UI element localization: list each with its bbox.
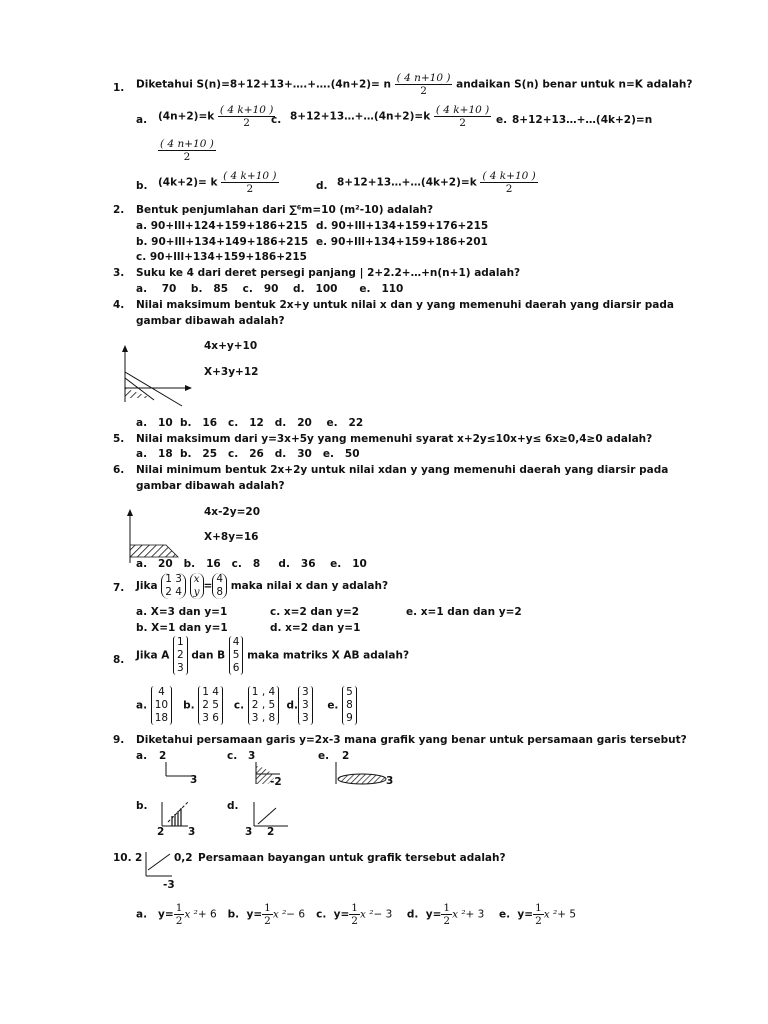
q9-b-left-label: 2 bbox=[157, 826, 165, 838]
q8-option-b-matrix: 1 4 2 5 3 6 bbox=[198, 686, 223, 725]
q1-stem-fraction: $\frac{( 4 n+10 )}{2}$ bbox=[396, 72, 451, 97]
q1-option-e-text: 8+12+13…+…(4k+2)=n bbox=[512, 114, 653, 126]
q2-option-d: d. 90+lll+134+159+176+215 bbox=[316, 220, 489, 232]
q9-d-right-label: 2 bbox=[267, 826, 275, 838]
q7-option-a: a. X=3 dan y=1 bbox=[136, 606, 228, 618]
q2-option-e: e. 90+lll+134+159+186+201 bbox=[316, 236, 488, 248]
q6-equation-2: X+8y=16 bbox=[204, 531, 259, 543]
q1-option-b: (4k+2)= k $\frac{( 4 k+10 )}{2}$ bbox=[158, 170, 277, 195]
q4-stem-line1: Nilai maksimum bentuk 2x+y untuk nilai x dan y yang memenuhi daerah yang diarsir pada bbox=[136, 299, 674, 311]
q9-option-e-label: e. bbox=[318, 750, 330, 762]
q9-number: 9. bbox=[113, 734, 125, 746]
q2-option-a: a. 90+lll+124+159+186+215 bbox=[136, 220, 308, 232]
q7-matrix-1: 1 3 2 4 bbox=[161, 573, 186, 599]
q8-option-c-matrix: 1 , 4 2 , 5 3 , 8 bbox=[248, 686, 279, 725]
q1-option-b-label: b. bbox=[136, 180, 148, 192]
q7-option-e: e. x=1 dan dan y=2 bbox=[406, 606, 522, 618]
q7-number: 7. bbox=[113, 582, 125, 594]
q9-b-right-label: 3 bbox=[188, 826, 196, 838]
q3-stem: Suku ke 4 dari deret persegi panjang | 2+2.2+…+n(n+1) adalah? bbox=[136, 267, 521, 279]
q9-d-left-label: 3 bbox=[245, 826, 253, 838]
q10-graph bbox=[140, 850, 174, 880]
q9-option-d-graph bbox=[250, 800, 290, 828]
q3-options: a. 70 b. 85 c. 90 d. 100 e. 110 bbox=[136, 283, 404, 295]
q6-number: 6. bbox=[113, 464, 125, 476]
q1-option-c-label: c. bbox=[271, 114, 282, 126]
q2-option-b: b. 90+lll+134+149+186+215 bbox=[136, 236, 309, 248]
q8-option-a-matrix: 4 10 18 bbox=[151, 686, 172, 725]
q6-options: a. 20 b. 16 c. 8 d. 36 e. 10 bbox=[136, 558, 367, 570]
q1-stem-text: Diketahui S(n)=8+12+13+….+….(4n+2)= n bbox=[136, 78, 391, 91]
q7-matrix-3: 4 8 bbox=[212, 573, 227, 599]
q9-e-right-label: 3 bbox=[386, 775, 394, 787]
q5-number: 5. bbox=[113, 433, 125, 445]
q7-stem: Jika 1 3 2 4 x y = 4 8 maka nilai x dan y adalah? bbox=[136, 573, 389, 598]
q8-matrix-B: 4 5 6 bbox=[229, 636, 244, 675]
q1-number: 1. bbox=[113, 82, 125, 94]
q8-options: a. 4 10 18 b. 1 4 2 5 3 6 c. 1 , 4 2 , 5 3 , 8 d. 3 3 3 e. 5 8 9 bbox=[136, 686, 357, 725]
q8-matrix-A: 1 2 3 bbox=[173, 636, 188, 675]
q5-stem: Nilai maksimum dari y=3x+5y yang memenuhi syarat x+2y≤10x+y≤ 6x≥0,4≥0 adalah? bbox=[136, 433, 653, 445]
q1-option-a: (4n+2)=k $\frac{( 4 k+10 )}{2}$ bbox=[158, 104, 274, 129]
q5-options: a. 18 b. 25 c. 26 d. 30 e. 50 bbox=[136, 448, 360, 460]
q9-c-right-label: -2 bbox=[270, 776, 282, 788]
q7-option-c: c. x=2 dan y=2 bbox=[270, 606, 360, 618]
q1-option-c: 8+12+13…+…(4n+2)=k $\frac{( 4 k+10 )}{2}$ bbox=[290, 104, 490, 129]
q7-option-d: d. x=2 dan y=1 bbox=[270, 622, 361, 634]
q8-option-e-matrix: 5 8 9 bbox=[342, 686, 357, 725]
q4-equation-1: 4x+y+10 bbox=[204, 340, 258, 352]
q1-option-e-fraction: $\frac{( 4 n+10 )}{2}$ bbox=[160, 138, 214, 163]
q8-stem: Jika A 1 2 3 dan B 4 5 6 maka matriks X AB adalah? bbox=[136, 636, 410, 674]
q4-equation-2: X+3y+12 bbox=[204, 366, 259, 378]
q9-e-top-label: 2 bbox=[342, 750, 350, 762]
q1-option-a-label: a. bbox=[136, 114, 148, 126]
q2-stem: Bentuk penjumlahan dari ∑⁶m=10 (m²-10) adalah? bbox=[136, 204, 434, 216]
q9-c-top-label: 3 bbox=[248, 750, 256, 762]
q10-number: 10. bbox=[113, 852, 132, 864]
q4-options: a. 10 b. 16 c. 12 d. 20 e. 22 bbox=[136, 417, 364, 429]
q1-option-d: 8+12+13…+…(4k+2)=k $\frac{( 4 k+10 )}{2}$ bbox=[337, 170, 536, 195]
q1-option-d-label: d. bbox=[316, 180, 328, 192]
q10-bottom-label: -3 bbox=[163, 879, 175, 891]
q6-stem-line2: gambar dibawah adalah? bbox=[136, 480, 285, 492]
q10-left-label: 2 bbox=[135, 852, 143, 864]
q7-option-b: b. X=1 dan y=1 bbox=[136, 622, 228, 634]
q2-option-c: c. 90+lll+134+159+186+215 bbox=[136, 251, 307, 263]
q9-option-d-label: d. bbox=[227, 800, 239, 812]
q9-option-c-label: c. bbox=[227, 750, 238, 762]
q9-option-b-graph bbox=[158, 800, 198, 828]
q9-a-top-label: 2 bbox=[159, 750, 167, 762]
q4-graph bbox=[110, 340, 210, 410]
q9-stem: Diketahui persamaan garis y=2x-3 mana grafik yang benar untuk persamaan garis tersebut? bbox=[136, 734, 687, 746]
q9-option-a-label: a. bbox=[136, 750, 148, 762]
q3-number: 3. bbox=[113, 267, 125, 279]
q7-matrix-2: x y bbox=[190, 573, 204, 599]
q2-number: 2. bbox=[113, 204, 125, 216]
q9-a-right-label: 3 bbox=[190, 774, 198, 786]
q6-equation-1: 4x-2y=20 bbox=[204, 506, 260, 518]
q1-option-e-label: e. bbox=[496, 114, 508, 126]
q8-option-d-matrix: 3 3 3 bbox=[298, 686, 313, 725]
q10-point-label: 0,2 bbox=[174, 852, 193, 864]
q9-option-b-label: b. bbox=[136, 800, 148, 812]
q4-stem-line2: gambar dibawah adalah? bbox=[136, 315, 285, 327]
q10-stem: Persamaan bayangan untuk grafik tersebut adalah? bbox=[198, 852, 506, 864]
q6-stem-line1: Nilai minimum bentuk 2x+2y untuk nilai xdan y yang memenuhi daerah yang diarsir pada bbox=[136, 464, 669, 476]
q1-stem bbox=[136, 72, 693, 97]
q4-number: 4. bbox=[113, 299, 125, 311]
q1-stem-tail: andaikan S(n) benar untuk n=K adalah? bbox=[456, 78, 693, 91]
q8-number: 8. bbox=[113, 654, 125, 666]
q10-options: a. y= $\frac{1}{2}$ x ²+ 6 b. y= $\frac{1}{2}$ x ²− 6 c. y= $\frac{1}{2}$ x ²− 3 d. y= $\frac{1}{2}$ x ²+ 3 e. y= $\frac{1}{2}$ x ²+ 5 bbox=[136, 902, 577, 927]
